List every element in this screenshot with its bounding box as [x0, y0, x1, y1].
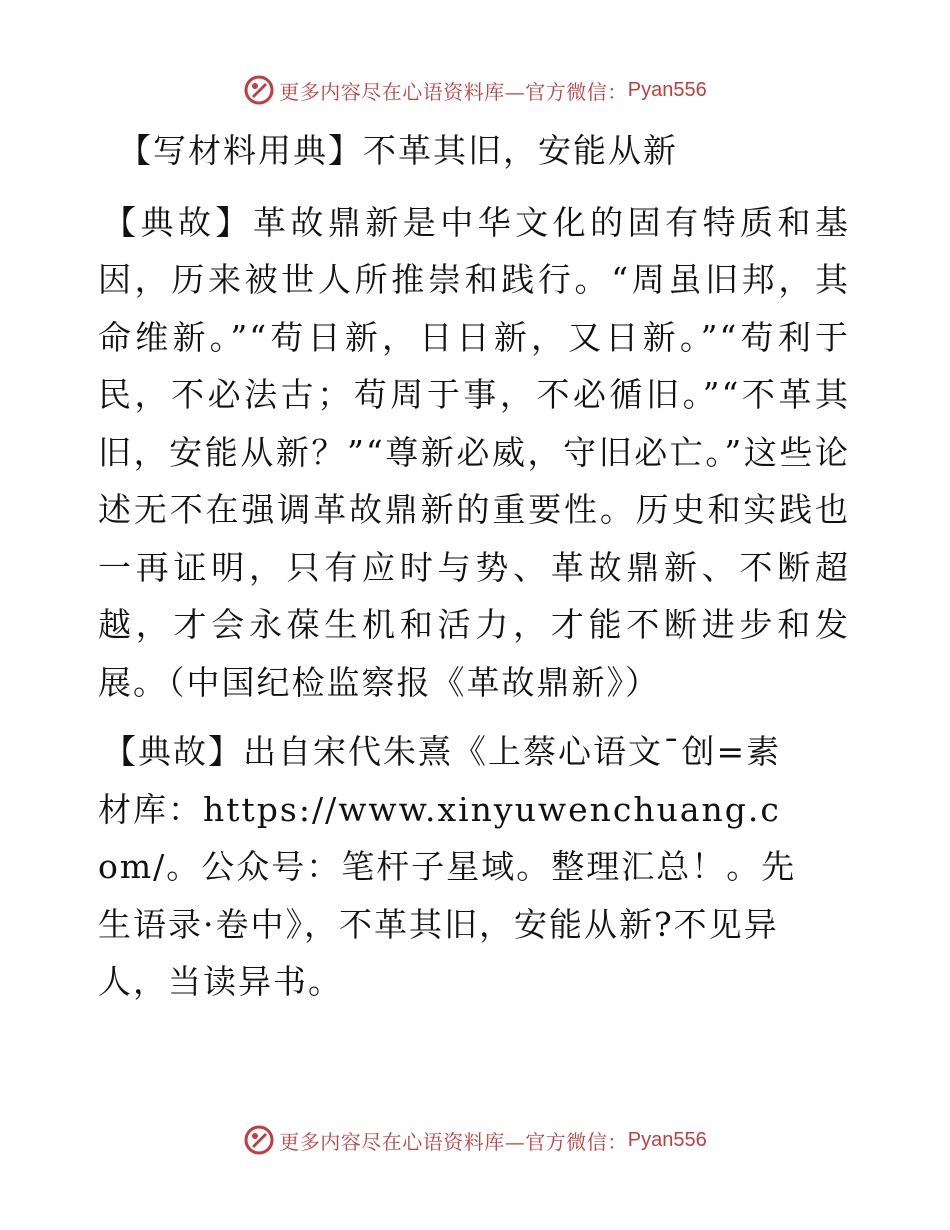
header-banner	[0, 70, 950, 110]
document-heading: 【写材料用典】不革其旧，安能从新	[118, 131, 678, 170]
paragraph-2: 【典故】出自宋代朱熹《上蔡心语文¯创=素材库：https://www.xinyuwenchuang.com/。公众号：笔杆子星域。整理汇总！。先生语录·卷中》，不革其旧，安能从新?不见异人，当读异书。	[98, 732, 797, 1001]
banner-wechat-id: Pyan556	[627, 1128, 707, 1151]
red-seal-logo-icon	[243, 74, 275, 106]
paragraph-1: 【典故】革故鼎新是中华文化的固有特质和基因，历来被世人所推崇和践行。“周虽旧邦，其命维新。”“苟日新，日日新，又日新。”“苟利于民，不必法古；苟周于事，不必循旧。”“不革其旧，安能从新？”“尊新必威，守旧必亡。”这些论述无不在强调革故鼎新的重要性。历史和实践也一再证明，只有应时与势、革故鼎新、不断超越，才会永葆生机和活力，才能不断进步和发展。（中国纪检监察报《革故鼎新》）	[98, 202, 850, 702]
red-seal-logo-icon	[243, 1124, 275, 1156]
banner-wechat-id: Pyan556	[627, 78, 707, 101]
banner-text: 更多内容尽在心语资料库—官方微信：	[279, 1129, 628, 1154]
document-body	[98, 122, 850, 1023]
footer-banner	[0, 1120, 950, 1160]
banner-text: 更多内容尽在心语资料库—官方微信：	[279, 79, 628, 104]
